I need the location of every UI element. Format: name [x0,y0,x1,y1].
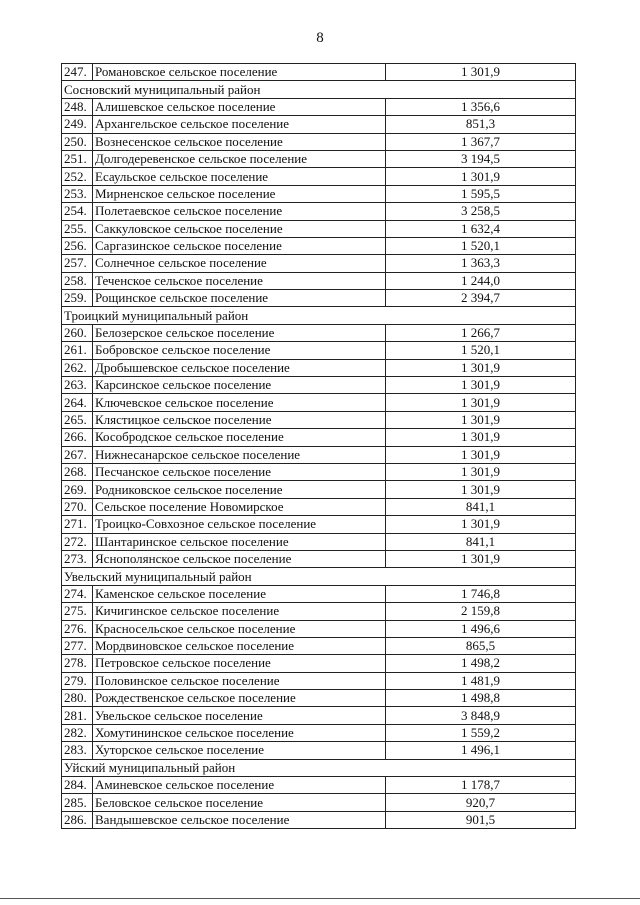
settlement-name: Карсинское сельское поселение [93,377,386,394]
settlement-name: Половинское сельское поселение [93,672,386,689]
table-row [62,203,576,220]
table-row [62,707,576,724]
settlement-name: Каменское сельское поселение [93,585,386,602]
table-row [62,150,576,167]
settlement-name: Кичигинское сельское поселение [93,603,386,620]
row-number: 283. [62,742,93,759]
settlement-name: Вандышевское сельское поселение [93,811,386,828]
table-row [62,498,576,515]
allocation-value: 1 178,7 [386,777,576,794]
row-number: 257. [62,255,93,272]
allocation-value: 1 481,9 [386,672,576,689]
settlement-name: Хомутининское сельское поселение [93,724,386,741]
settlement-name: Родниковское сельское поселение [93,481,386,498]
row-number: 249. [62,116,93,133]
settlement-name: Долгодеревенское сельское поселение [93,150,386,167]
allocation-value: 1 244,0 [386,272,576,289]
settlement-name: Алишевское сельское поселение [93,98,386,115]
section-header-row [62,307,576,324]
settlement-name: Теченское сельское поселение [93,272,386,289]
settlement-name: Вознесенское сельское поселение [93,133,386,150]
allocation-value: 2 159,8 [386,603,576,620]
row-number: 266. [62,429,93,446]
section-title: Увельский муниципальный район [62,568,576,585]
row-number: 281. [62,707,93,724]
settlement-name: Рощинское сельское поселение [93,290,386,307]
allocation-value: 1 301,9 [386,550,576,567]
allocation-value: 841,1 [386,533,576,550]
row-number: 261. [62,342,93,359]
allocation-value: 3 258,5 [386,203,576,220]
table-row [62,690,576,707]
row-number: 248. [62,98,93,115]
allocation-value: 1 595,5 [386,185,576,202]
table-row [62,724,576,741]
allocation-value: 1 266,7 [386,324,576,341]
row-number: 267. [62,446,93,463]
row-number: 279. [62,672,93,689]
settlement-name: Красносельское сельское поселение [93,620,386,637]
table-row [62,255,576,272]
row-number: 275. [62,603,93,620]
settlement-name: Троицко-Совхозное сельское поселение [93,516,386,533]
settlement-name: Полетаевское сельское поселение [93,203,386,220]
section-header-row [62,81,576,98]
row-number: 258. [62,272,93,289]
allocation-value: 1 363,3 [386,255,576,272]
table-row [62,185,576,202]
allocation-value: 1 301,9 [386,168,576,185]
row-number: 285. [62,794,93,811]
allocation-value: 1 301,9 [386,429,576,446]
table-row [62,220,576,237]
table-row [62,133,576,150]
allocation-value: 1 356,6 [386,98,576,115]
settlement-name: Хуторское сельское поселение [93,742,386,759]
row-number: 253. [62,185,93,202]
table-row [62,342,576,359]
table-row [62,516,576,533]
section-title: Уйский муниципальный район [62,759,576,776]
allocation-value: 1 632,4 [386,220,576,237]
table-row [62,446,576,463]
row-number: 280. [62,690,93,707]
row-number: 277. [62,637,93,654]
table-row [62,533,576,550]
settlement-name: Яснополянское сельское поселение [93,550,386,567]
settlement-name: Дробышевское сельское поселение [93,359,386,376]
row-number: 263. [62,377,93,394]
settlement-name: Шантаринское сельское поселение [93,533,386,550]
table-row [62,585,576,602]
row-number: 265. [62,411,93,428]
row-number: 255. [62,220,93,237]
section-title: Троицкий муниципальный район [62,307,576,324]
allocation-value: 1 520,1 [386,237,576,254]
row-number: 259. [62,290,93,307]
allocation-value: 1 301,9 [386,411,576,428]
table-row [62,116,576,133]
settlement-name: Увельское сельское поселение [93,707,386,724]
row-number: 276. [62,620,93,637]
settlement-name: Белозерское сельское поселение [93,324,386,341]
page-bottom-rule [0,898,640,899]
allocation-value: 920,7 [386,794,576,811]
settlement-name: Рождественское сельское поселение [93,690,386,707]
row-number: 260. [62,324,93,341]
row-number: 270. [62,498,93,515]
settlement-name: Беловское сельское поселение [93,794,386,811]
allocation-value: 1 301,9 [386,64,576,81]
settlement-name: Ключевское сельское поселение [93,394,386,411]
table-body [62,64,576,829]
table-row [62,377,576,394]
row-number: 262. [62,359,93,376]
allocation-value: 3 194,5 [386,150,576,167]
section-header-row [62,568,576,585]
table-row [62,394,576,411]
table-row [62,742,576,759]
settlement-name: Архангельское сельское поселение [93,116,386,133]
row-number: 284. [62,777,93,794]
allocation-value: 851,3 [386,116,576,133]
settlement-name: Аминевское сельское поселение [93,777,386,794]
allocation-value: 1 496,1 [386,742,576,759]
row-number: 286. [62,811,93,828]
table-row [62,550,576,567]
table-row [62,290,576,307]
allocation-value: 841,1 [386,498,576,515]
row-number: 264. [62,394,93,411]
settlement-name: Клястицкое сельское поселение [93,411,386,428]
allocation-value: 1 301,9 [386,359,576,376]
settlement-name: Песчанское сельское поселение [93,463,386,480]
table-row [62,98,576,115]
section-header-row [62,759,576,776]
table-row [62,463,576,480]
settlement-name: Мордвиновское сельское поселение [93,637,386,654]
settlement-name: Солнечное сельское поселение [93,255,386,272]
row-number: 274. [62,585,93,602]
row-number: 272. [62,533,93,550]
settlement-name: Мирненское сельское поселение [93,185,386,202]
allocation-value: 1 367,7 [386,133,576,150]
table-row [62,168,576,185]
settlement-name: Есаульское сельское поселение [93,168,386,185]
settlements-table [61,63,576,829]
table-row [62,777,576,794]
table-row [62,359,576,376]
allocation-value: 1 301,9 [386,463,576,480]
table-row [62,794,576,811]
settlement-name: Петровское сельское поселение [93,655,386,672]
allocation-value: 1 496,6 [386,620,576,637]
table-row [62,272,576,289]
allocation-value: 1 301,9 [386,446,576,463]
table-row [62,637,576,654]
allocation-value: 1 301,9 [386,394,576,411]
allocation-value: 1 498,2 [386,655,576,672]
table-row [62,655,576,672]
table-row [62,324,576,341]
row-number: 273. [62,550,93,567]
allocation-value: 3 848,9 [386,707,576,724]
table-row [62,429,576,446]
allocation-value: 1 746,8 [386,585,576,602]
section-title: Сосновский муниципальный район [62,81,576,98]
allocation-value: 1 301,9 [386,481,576,498]
allocation-value: 865,5 [386,637,576,654]
row-number: 268. [62,463,93,480]
allocation-value: 1 498,8 [386,690,576,707]
settlement-name: Кособродское сельское поселение [93,429,386,446]
table-row [62,672,576,689]
settlement-name: Сельское поселение Новомирское [93,498,386,515]
table-row [62,64,576,81]
allocation-value: 1 520,1 [386,342,576,359]
row-number: 278. [62,655,93,672]
table-row [62,620,576,637]
table-row [62,603,576,620]
table-row [62,411,576,428]
row-number: 254. [62,203,93,220]
row-number: 282. [62,724,93,741]
row-number: 251. [62,150,93,167]
settlement-name: Бобровское сельское поселение [93,342,386,359]
row-number: 271. [62,516,93,533]
allocation-value: 1 301,9 [386,516,576,533]
settlement-name: Саккуловское сельское поселение [93,220,386,237]
table-row [62,811,576,828]
settlement-name: Саргазинское сельское поселение [93,237,386,254]
settlement-name: Романовское сельское поселение [93,64,386,81]
settlement-name: Нижнесанарское сельское поселение [93,446,386,463]
allocation-value: 1 559,2 [386,724,576,741]
allocation-value: 2 394,7 [386,290,576,307]
row-number: 250. [62,133,93,150]
row-number: 247. [62,64,93,81]
row-number: 269. [62,481,93,498]
table-row [62,237,576,254]
row-number: 252. [62,168,93,185]
table-row [62,481,576,498]
allocation-value: 901,5 [386,811,576,828]
allocation-value: 1 301,9 [386,377,576,394]
row-number: 256. [62,237,93,254]
page-number: 8 [316,30,324,46]
